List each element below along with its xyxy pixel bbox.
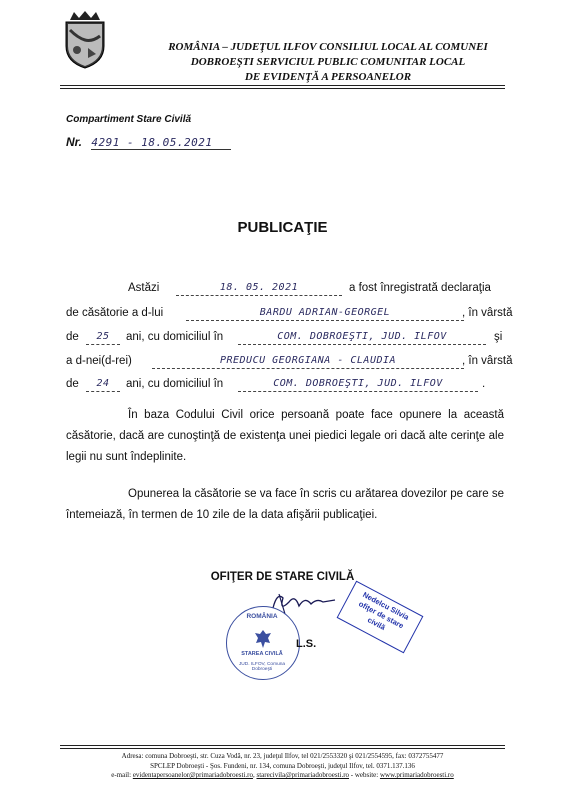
header-rule-2: [60, 88, 505, 89]
email-label: e-mail:: [111, 771, 132, 779]
footer-contacts: [60, 771, 505, 781]
text-period: .: [482, 378, 486, 390]
officer-title: OFIŢER DE STARE CIVILĂ: [210, 571, 355, 583]
groom-age: 25: [86, 331, 120, 345]
text-domicile-2: ani, cu domiciliul în: [126, 378, 224, 390]
text-si: şi: [494, 331, 503, 343]
email-starecivila-link[interactable]: starecivila@primariadobroesti.ro: [256, 771, 350, 779]
institution-header: [118, 40, 538, 85]
footer-address: Adresa: comuna Dobroeşti, str. Cuza Vodă, nr. 23, judeţul Ilfov, tel 021/2553320 şi 021/2554595, fax: 0372755477: [121, 752, 444, 760]
ls-mark: L.S.: [296, 638, 317, 650]
body-line-5: [66, 378, 504, 394]
compartment-label: Compartiment Stare Civilă: [66, 114, 192, 125]
groom-name: BARDU ADRIAN-GEORGEL: [186, 307, 464, 321]
website-link[interactable]: www.primariadobroesti.ro: [379, 771, 454, 779]
website-label: - website:: [350, 771, 379, 779]
text-age-1: , în vârstă: [462, 307, 513, 319]
registration-value: 4291 - 18.05.2021: [91, 136, 231, 150]
bride-name: PREDUCU GEORGIANA - CLAUDIA: [152, 355, 464, 369]
document-title: PUBLICAŢIE: [237, 219, 328, 236]
header-line-1: ROMÂNIA – JUDEŢUL ILFOV CONSILIUL LOCAL AL COMUNEI: [168, 41, 488, 53]
bride-age: 24: [86, 378, 120, 392]
text-de-1: de: [66, 331, 79, 343]
footer-rule: [60, 745, 505, 746]
legal-paragraph-2: Opunerea la căsătorie se va face în scris cu arătarea dovezilor pe care se întemeiază, în termen de 10 zile de la data afişării publicaţiei.: [66, 488, 504, 521]
text-bride-intro: a d-nei(d-rei): [66, 355, 132, 367]
body-line-1: [66, 282, 504, 298]
text-registered: a fost înregistrată declaraţia: [349, 282, 491, 294]
text-age-2: , în vârstă: [462, 355, 513, 367]
header-rule: [60, 85, 505, 86]
email-separator: ,: [252, 771, 255, 779]
round-seal: [226, 606, 300, 680]
registration-label: Nr.: [66, 135, 83, 149]
body-line-2: [66, 307, 513, 323]
footer-rule-2: [60, 748, 505, 749]
text-groom-intro: de căsătorie a d-lui: [66, 307, 164, 319]
footer-spclep: SPCLEP Dobroeşti - Şos. Fundeni, nr. 134, comuna Dobroeşti, judeţul Ilfov, tel. 0371.137.136: [150, 761, 415, 770]
seal-top-text: ROMÂNIA: [246, 613, 278, 620]
bride-address: COM. DOBROEŞTI, JUD. ILFOV: [238, 378, 478, 392]
header-line-2: DOBROEŞTI SERVICIUL PUBLIC COMUNITAR LOCAL: [190, 56, 466, 68]
seal-center-text: STAREA CIVILĂ: [241, 651, 283, 657]
text-domicile-1: ani, cu domiciliul în: [126, 331, 224, 343]
coat-of-arms-icon: [62, 10, 108, 70]
text-de-2: de: [66, 378, 79, 390]
officer-stamp: Nedelcu Silvia ofiţer de stare civilă: [337, 581, 424, 654]
registration-number: [66, 135, 231, 150]
text-astazi: Astăzi: [128, 282, 160, 294]
email-evidenta-link[interactable]: evidentapersoanelor@primariadobroesti.ro: [132, 771, 253, 779]
body-line-3: [66, 331, 504, 347]
header-line-3: DE EVIDENŢĂ A PERSOANELOR: [244, 71, 412, 83]
body-line-4: [66, 355, 513, 371]
groom-address: COM. DOBROEŞTI, JUD. ILFOV: [238, 331, 486, 345]
legal-paragraph-1: În baza Codului Civil orice persoană poate face opunere la această căsătorie, dacă are cunoştinţă de existenţa unei piedici legale ori dacă alte cerinţe ale legii nu sunt îndeplinite.: [66, 409, 504, 463]
seal-bottom-text: JUD. ILFOV, Comuna Dobroeşti: [238, 662, 286, 672]
footer: [60, 752, 505, 781]
declaration-date: 18. 05. 2021: [176, 282, 342, 296]
